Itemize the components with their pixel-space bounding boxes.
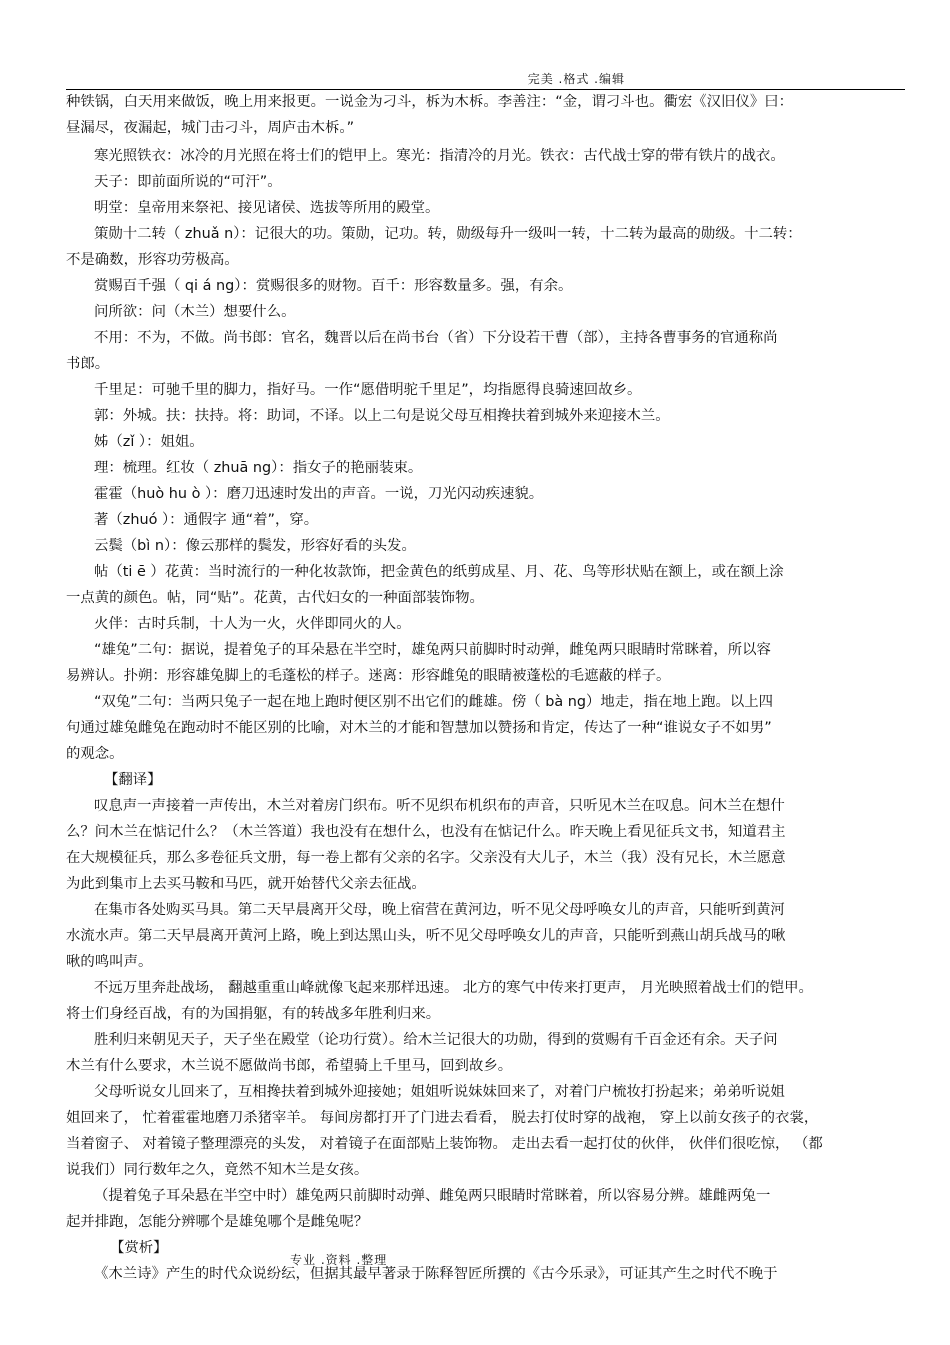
text-line: 当着窗子、 对着镜子整理漂亮的头发， 对着镜子在面部贴上装饰物。 走出去看一起打仗的伙伴， 伙伴们很吃惊， （都: [66, 1136, 823, 1152]
text-line: 易辨认。扑朔：形容雄兔脚上的毛蓬松的样子。迷离：形容雌兔的眼睛被蓬松的毛遮蔽的样子。: [66, 668, 671, 684]
text-line: 策勋十二转（ zhuǎ n）：记很大的功。策勋，记功。转，勋级每升一级叫一转，十二转为最高的勋级。十二转：: [94, 226, 802, 242]
text-line: 句通过雄兔雌兔在跑动时不能区别的比喻，对木兰的才能和智慧加以赞扬和肯定，传达了一种“谁说女子不如男”: [66, 720, 772, 736]
text-line: 书郎。: [66, 356, 110, 372]
text-line: 帖（ti ē ）花黄：当时流行的一种化妆款饰，把金黄色的纸剪成星、月、花、鸟等形状贴在额上，或在额上涂: [94, 564, 784, 580]
text-line: 明堂：皇帝用来祭祀、接见诸侯、选拔等所用的殿堂。: [94, 200, 440, 216]
text-line: 火伴：古时兵制，十人为一火，火伴即同火的人。: [94, 616, 411, 632]
text-line: 郭：外城。扶：扶持。将：助词，不译。以上二句是说父母互相搀扶着到城外来迎接木兰。: [94, 408, 670, 424]
text-line: 【赏析】: [110, 1240, 168, 1256]
text-line: 水流水声。第二天早晨离开黄河上路，晚上到达黑山头，听不见父母呼唤女儿的声音，只能听到燕山胡兵战马的啾: [66, 928, 786, 944]
text-line: 将士们身经百战，有的为国捐躯，有的转战多年胜利归来。: [66, 1006, 441, 1022]
text-line: 【翻译】: [104, 772, 162, 788]
text-line: “双兔”二句：当两只兔子一起在地上跑时便区别不出它们的雌雄。傍（ bà ng）地走，指在地上跑。以上四: [94, 694, 774, 710]
text-line: 么？问木兰在惦记什么？（木兰答道）我也没有在想什么，也没有在惦记什么。昨天晚上看见征兵文书，知道君主: [66, 824, 786, 840]
text-line: 起并排跑，怎能分辨哪个是雄兔哪个是雌兔呢？: [66, 1214, 369, 1230]
text-line: 天子：即前面所说的“可汗”。: [94, 174, 282, 190]
text-line: 千里足：可驰千里的脚力，指好马。一作“愿借明驼千里足”，均指愿得良骑速回故乡。: [94, 382, 642, 398]
text-line: 说我们）同行数年之久，竟然不知木兰是女孩。: [66, 1162, 369, 1178]
text-line: 姊（zǐ ）：姐姐。: [94, 434, 204, 450]
text-line: 赏赐百千强（ qi á ng）：赏赐很多的财物。百千：形容数量多。强，有余。: [94, 278, 573, 294]
text-line: 问所欲：问（木兰）想要什么。: [94, 304, 296, 320]
text-line: 寒光照铁衣：冰冷的月光照在将士们的铠甲上。寒光：指清冷的月光。铁衣：古代战士穿的带有铁片的战衣。: [94, 148, 785, 164]
text-line: 不远万里奔赴战场， 翻越重重山峰就像飞起来那样迅速。 北方的寒气中传来打更声， 月光映照着战士们的铠甲。: [94, 980, 813, 996]
text-line: 在集市各处购买马具。第二天早晨离开父母，晚上宿营在黄河边，听不见父母呼唤女儿的声音，只能听到黄河: [94, 902, 785, 918]
text-line: 理：梳理。红妆（ zhuā ng）：指女子的艳丽装束。: [94, 460, 423, 476]
text-line: 在大规模征兵，那么多卷征兵文册，每一卷上都有父亲的名字。父亲没有大儿子，木兰（我）没有兄长，木兰愿意: [66, 850, 786, 866]
page-header: [0, 70, 950, 90]
text-line: 昼漏尽，夜漏起，城门击刁斗，周庐击木柝。”: [66, 120, 355, 136]
text-line: 姐回来了， 忙着霍霍地磨刀杀猪宰羊。 每间房都打开了门进去看看， 脱去打仗时穿的战袍， 穿上以前女孩子的衣裳，: [66, 1110, 819, 1126]
text-line: 的观念。: [66, 746, 124, 762]
text-line: 《木兰诗》产生的时代众说纷纭，但据其最早著录于陈释智匠所撰的《古今乐录》，可证其产生之时代不晚于: [94, 1266, 778, 1282]
text-line: 霍霍（huò hu ò ）：磨刀迅速时发出的声音。一说，刀光闪动疾速貌。: [94, 486, 544, 502]
text-line: 啾的鸣叫声。: [66, 954, 153, 970]
text-line: 叹息声一声接着一声传出，木兰对着房门织布。听不见织布机织布的声音，只听见木兰在叹息。问木兰在想什: [94, 798, 785, 814]
text-line: 不是确数，形容功劳极高。: [66, 252, 239, 268]
text-line: 不用：不为，不做。尚书郎：官名，魏晋以后在尚书台（省）下分设若干曹（部），主持各曹事务的官通称尚: [94, 330, 778, 346]
text-line: “雄兔”二句：据说，提着兔子的耳朵悬在半空时，雄兔两只前脚时时动弹，雌兔两只眼睛时常眯着，所以容: [94, 642, 771, 658]
text-line: （提着兔子耳朵悬在半空中时）雄兔两只前脚时动弹、雌兔两只眼睛时常眯着，所以容易分辨。雄雌两兔一: [94, 1188, 771, 1204]
text-line: 种铁锅，白天用来做饭，晚上用来报更。一说金为刁斗，柝为木柝。李善注：“金，谓刁斗也。衢宏《汉旧仪》曰：: [66, 94, 793, 110]
text-line: 云鬓（bì n）：像云那样的鬓发，形容好看的头发。: [94, 538, 416, 554]
page-footer: 专业 .资料 .整理: [290, 1253, 388, 1267]
text-line: 胜利归来朝见天子，天子坐在殿堂（论功行赏）。给木兰记很大的功勋，得到的赏赐有千百金还有余。天子问: [94, 1032, 778, 1048]
text-line: 一点黄的颜色。帖，同“贴”。花黄，古代妇女的一种面部装饰物。: [66, 590, 484, 606]
text-line: 木兰有什么要求，木兰说不愿做尚书郎，希望骑上千里马，回到故乡。: [66, 1058, 513, 1074]
text-line: 著（zhuó ）：通假字 通“着”，穿。: [94, 512, 319, 528]
text-line: 父母听说女儿回来了，互相搀扶着到城外迎接她；姐姐听说妹妹回来了，对着门户梳妆打扮起来；弟弟听说姐: [94, 1084, 785, 1100]
text-line: 为此到集市上去买马鞍和马匹，就开始替代父亲去征战。: [66, 876, 426, 892]
header-text: 完美 .格式 .编辑: [527, 72, 625, 86]
header-rule: [66, 89, 905, 90]
